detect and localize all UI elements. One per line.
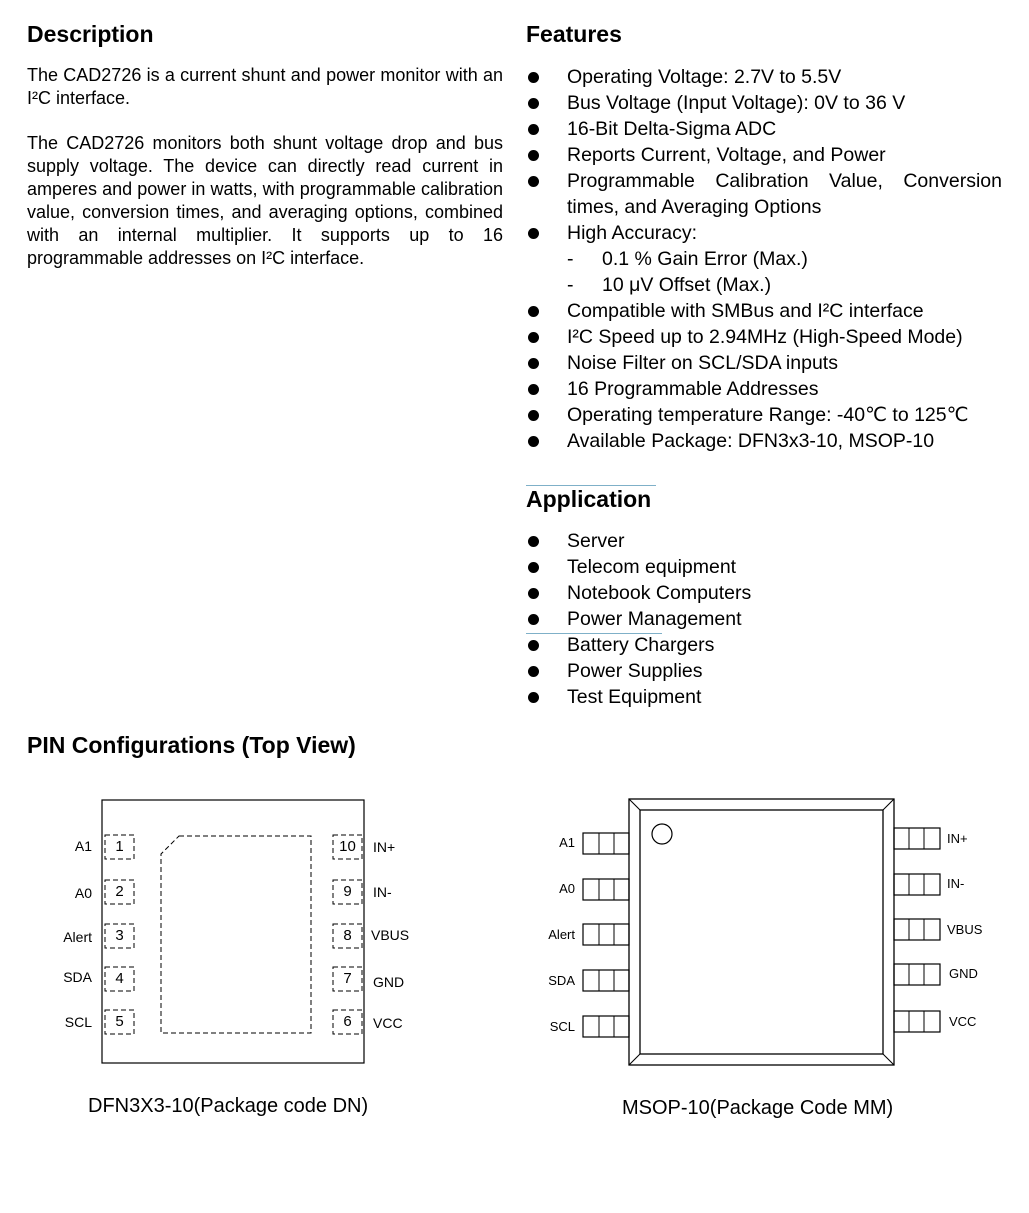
bullet-icon — [528, 562, 539, 573]
msop-lead — [894, 919, 940, 940]
feature-item: I²C Speed up to 2.94MHz (High-Speed Mode) — [526, 324, 1002, 350]
msop-pin-name: SCL — [549, 1019, 575, 1034]
msop-pin-name: A1 — [559, 835, 575, 850]
bullet-icon — [528, 358, 539, 369]
msop-pin-name: VBUS — [947, 922, 983, 937]
accuracy-sub-item: - 10 μV Offset (Max.) — [567, 274, 772, 296]
heading-rule — [526, 485, 656, 486]
msop-package-diagram — [520, 790, 1020, 1080]
pin-config-heading: PIN Configurations (Top View) — [27, 732, 356, 758]
msop-pin-name: IN- — [947, 876, 965, 891]
msop-caption: MSOP-10(Package Code MM) — [622, 1097, 894, 1119]
dfn-pin-number: 4 — [115, 970, 124, 987]
msop-lead — [894, 1011, 940, 1032]
feature-item: Programmable Calibration Value, Conversion times, and Averaging Options — [526, 168, 1002, 220]
application-item: Battery Chargers — [526, 632, 1002, 658]
accuracy-sublist — [567, 246, 1002, 298]
dfn-pin-number: 3 — [115, 927, 124, 944]
bullet-icon — [528, 150, 539, 161]
description-paragraph: The CAD2726 monitors both shunt voltage drop and bus supply voltage. The device can directly read current in amperes and power in watts, with programmable calibration value, conversion times, and averaging options, combined with an internal multiplier. It supports up to 16 programmable addresses on I²C interface. — [27, 133, 503, 268]
application-list — [526, 528, 1002, 710]
msop-bevel — [883, 1054, 894, 1065]
dfn-pin-name: A1 — [74, 838, 92, 854]
msop-body-inner — [640, 810, 883, 1054]
dfn-pin-number: 8 — [343, 927, 352, 944]
dfn-pin-number: 2 — [115, 883, 124, 900]
application-item: Telecom equipment — [526, 554, 1002, 580]
dfn-caption: DFN3X3-10(Package code DN) — [88, 1095, 369, 1117]
dfn-pin-name: IN- — [373, 884, 392, 900]
msop-lead — [583, 970, 629, 991]
dfn-pin-number: 9 — [343, 883, 352, 900]
msop-lead — [583, 1016, 629, 1037]
dfn-pin-number: 1 — [115, 838, 124, 855]
application-item: Server — [526, 528, 1002, 554]
bullet-icon — [528, 588, 539, 599]
msop-pin-name: IN+ — [947, 831, 968, 846]
feature-item: High Accuracy: - 0.1 % Gain Error (Max.) - 10 μV Offset (Max.) — [526, 220, 1002, 298]
feature-item: Noise Filter on SCL/SDA inputs — [526, 350, 1002, 376]
application-item: Notebook Computers — [526, 580, 1002, 606]
description-heading: Description — [27, 21, 154, 47]
msop-pin-name: SDA — [548, 973, 575, 988]
msop-pin-name: GND — [949, 966, 978, 981]
feature-item: Reports Current, Voltage, and Power — [526, 142, 1002, 168]
msop-lead — [894, 828, 940, 849]
msop-pin-name: VCC — [949, 1014, 977, 1029]
msop-lead — [894, 874, 940, 895]
features-heading: Features — [526, 21, 622, 47]
feature-item: 16-Bit Delta-Sigma ADC — [526, 116, 1002, 142]
accuracy-sub-item: - 0.1 % Gain Error (Max.) — [567, 248, 808, 270]
divider-line — [526, 633, 662, 634]
msop-body-outer — [629, 799, 894, 1065]
dfn-pin-number: 7 — [343, 970, 352, 987]
dfn-pin-name: SCL — [64, 1014, 92, 1030]
dfn-pin-name: SDA — [63, 969, 92, 985]
msop-bevel — [629, 799, 640, 810]
msop-bevel — [883, 799, 894, 810]
bullet-icon — [528, 306, 539, 317]
bullet-icon — [528, 614, 539, 625]
bullet-icon — [528, 332, 539, 343]
msop-bevel — [629, 1054, 640, 1065]
bullet-icon — [528, 640, 539, 651]
application-item: Power Management — [526, 606, 1002, 632]
dfn-pin-number: 6 — [343, 1013, 352, 1030]
features-list — [526, 64, 1002, 454]
application-item: Test Equipment — [526, 684, 1002, 710]
bullet-icon — [528, 384, 539, 395]
dfn-pin-number: 5 — [115, 1013, 124, 1030]
msop-pin-name: Alert — [548, 927, 575, 942]
pin1-marker-icon — [652, 824, 672, 844]
dfn-body-outline — [102, 800, 364, 1063]
bullet-icon — [528, 124, 539, 135]
feature-item: Compatible with SMBus and I²C interface — [526, 298, 1002, 324]
msop-lead — [583, 924, 629, 945]
application-item: Power Supplies — [526, 658, 1002, 684]
dfn-pin-name: A0 — [74, 885, 92, 901]
dfn-pin-number: 10 — [339, 838, 356, 855]
bullet-icon — [528, 98, 539, 109]
dfn-pin-name: IN+ — [373, 839, 396, 855]
feature-item: Operating temperature Range: -40℃ to 125℃ — [526, 402, 1002, 428]
bullet-icon — [528, 536, 539, 547]
dfn-pin-name: VCC — [373, 1015, 403, 1031]
dfn-pin-name: GND — [373, 974, 405, 990]
dfn-exposed-pad — [161, 836, 311, 1033]
dfn-pin-name: Alert — [63, 929, 92, 945]
msop-lead — [583, 833, 629, 854]
bullet-icon — [528, 410, 539, 421]
bullet-icon — [528, 666, 539, 677]
application-heading: Application — [526, 486, 652, 512]
bullet-icon — [528, 228, 539, 239]
feature-item: Available Package: DFN3x3-10, MSOP-10 — [526, 428, 1002, 454]
feature-item: Operating Voltage: 2.7V to 5.5V — [526, 64, 1002, 90]
bullet-icon — [528, 72, 539, 83]
feature-item: Bus Voltage (Input Voltage): 0V to 36 V — [526, 90, 1002, 116]
bullet-icon — [528, 436, 539, 447]
msop-left-leads — [583, 833, 629, 1037]
bullet-icon — [528, 692, 539, 703]
dfn-pin-name: VBUS — [371, 927, 410, 943]
msop-lead — [894, 964, 940, 985]
description-body — [27, 64, 503, 270]
feature-item: 16 Programmable Addresses — [526, 376, 1002, 402]
description-paragraph: The CAD2726 is a current shunt and power monitor with an I²C interface. — [27, 65, 503, 108]
bullet-icon — [528, 176, 539, 187]
msop-right-leads — [894, 828, 940, 1032]
msop-lead — [583, 879, 629, 900]
msop-pin-name: A0 — [559, 881, 575, 896]
